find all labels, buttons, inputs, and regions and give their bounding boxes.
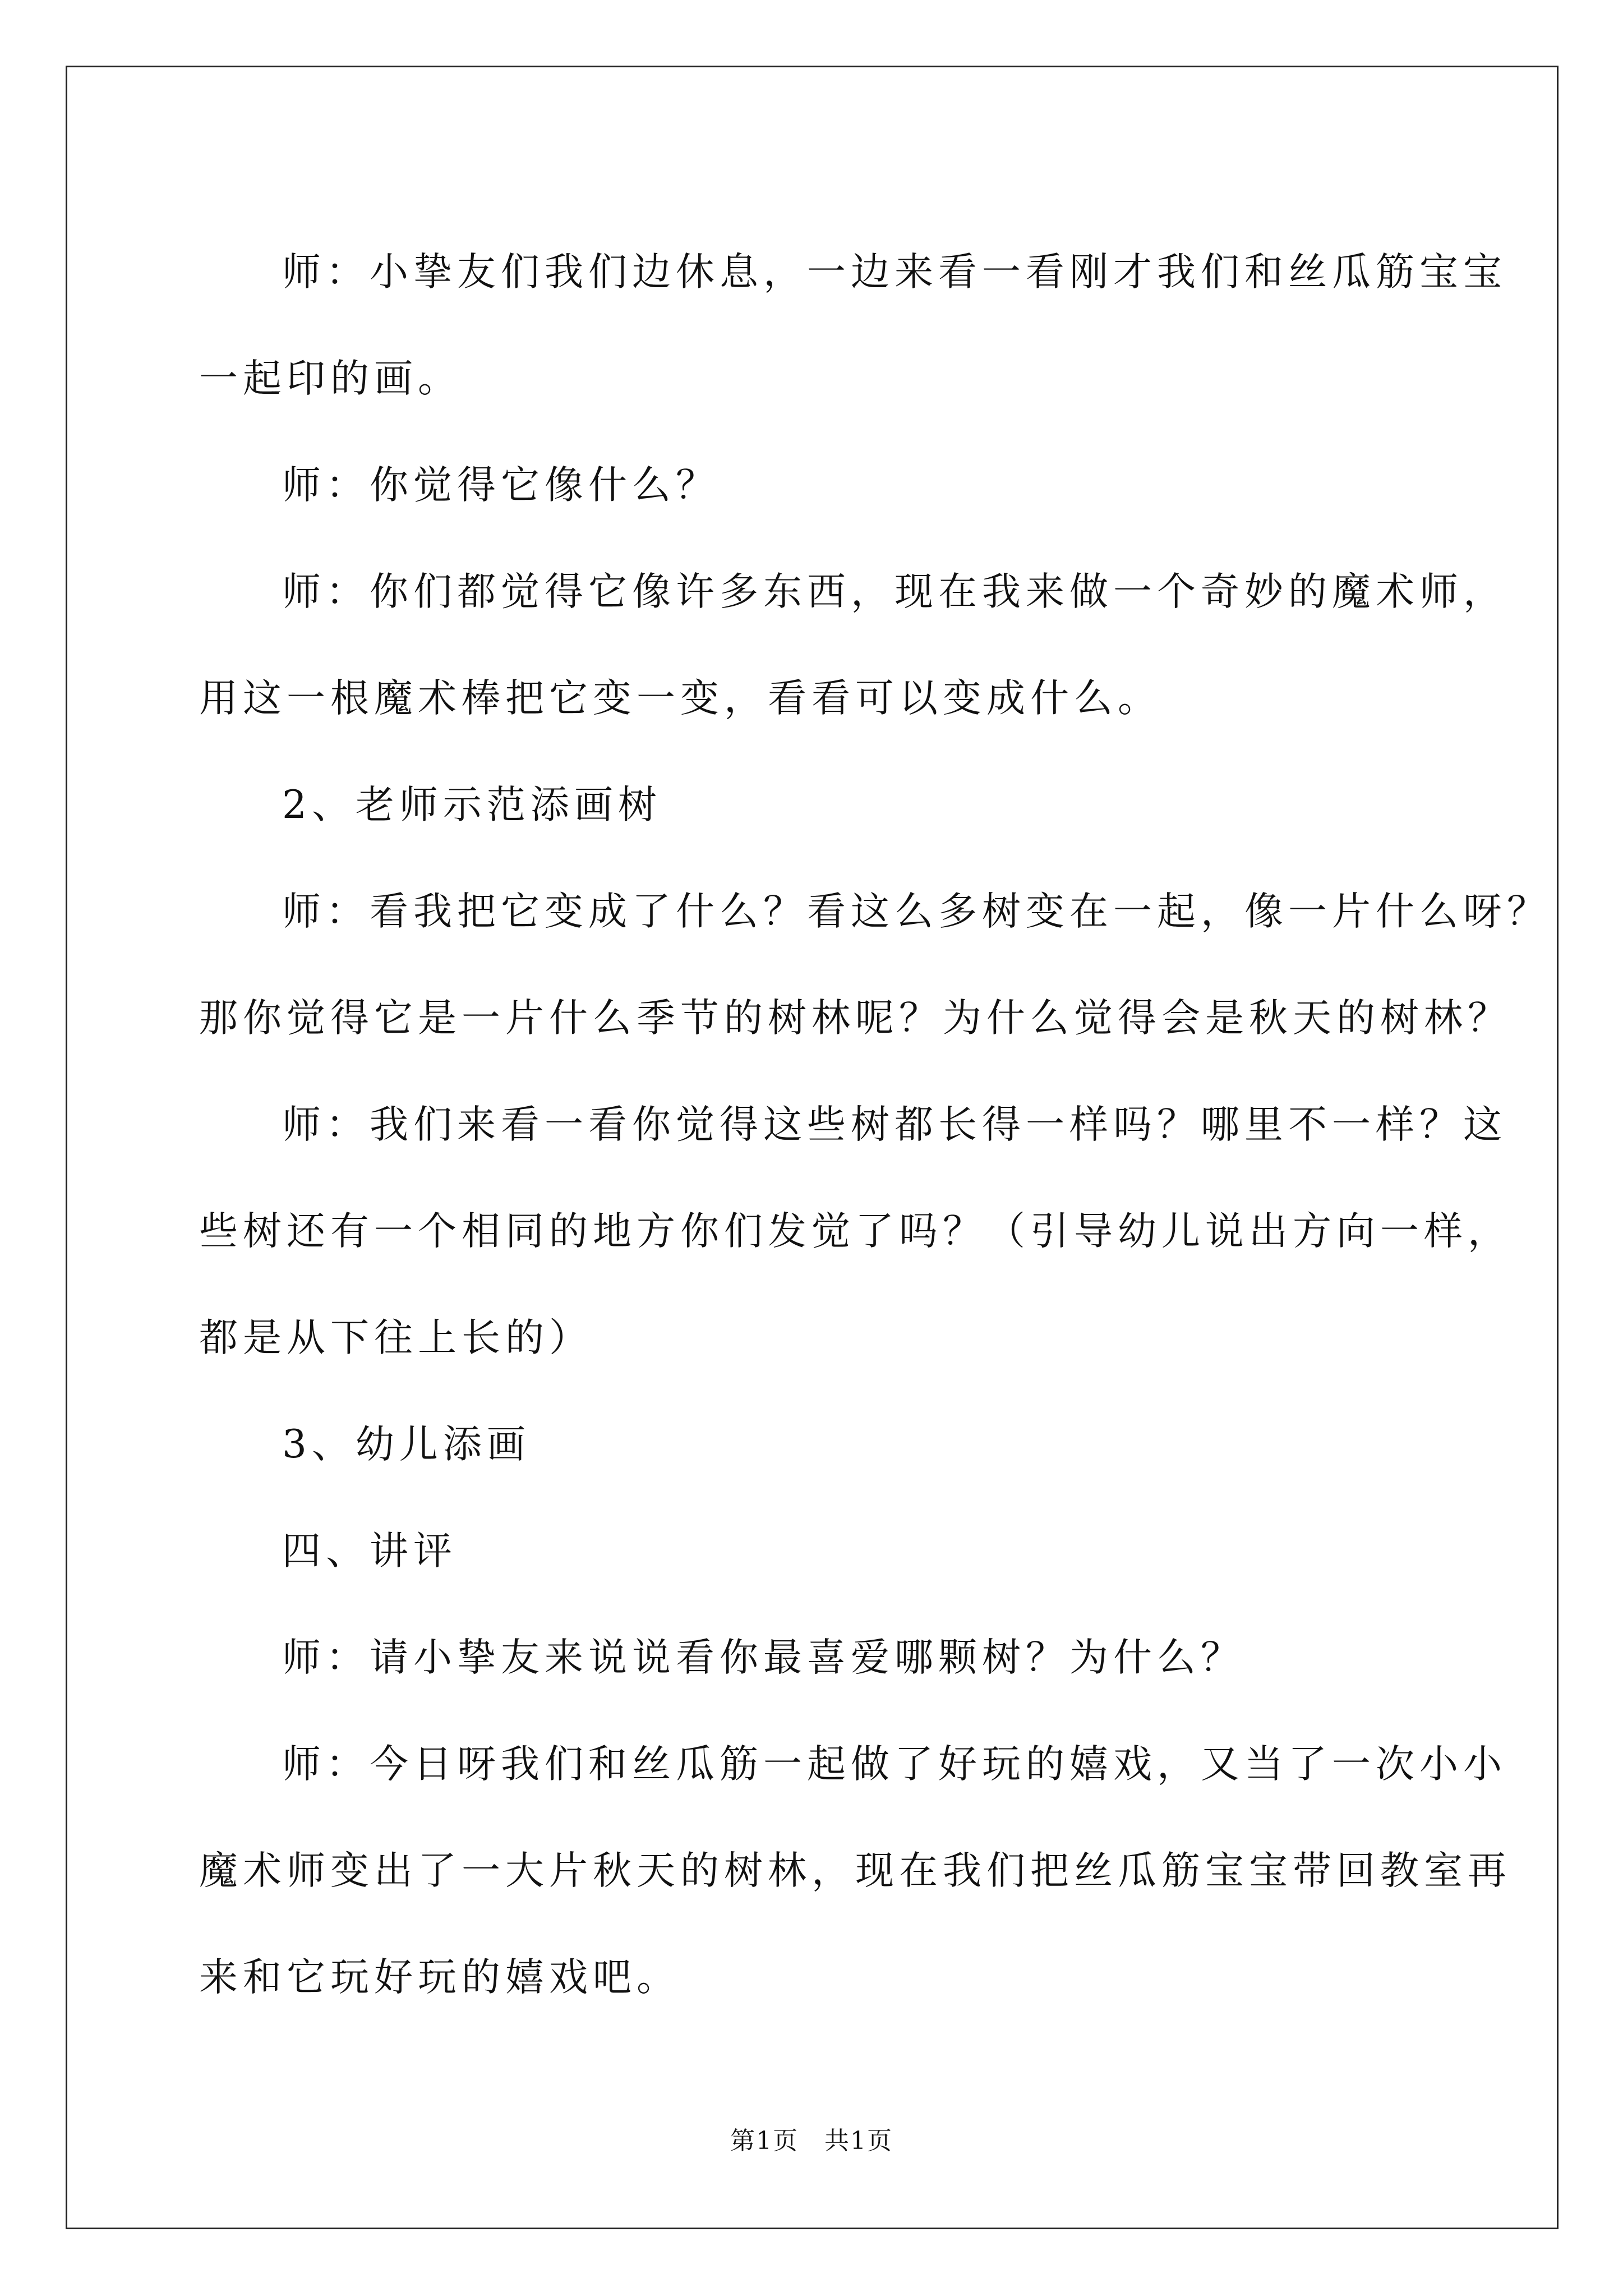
text-line: 用这一根魔术棒把它变一变，看看可以变成什么。 [199, 676, 1161, 721]
text-line: 师：我们来看一看你觉得这些树都长得一样吗？哪里不一样？这 [282, 1102, 1507, 1147]
text-line: 师：请小挚友来说说看你最喜爱哪颗树？为什么？ [282, 1635, 1244, 1680]
section-heading: 2、老师示范添画树 [282, 783, 662, 827]
section-heading: 3、幼儿添画 [282, 1422, 531, 1467]
page-footer [0, 2120, 1623, 2156]
text-line: 一起印的画。 [199, 356, 462, 401]
page-number: 第1页 [730, 2127, 799, 2155]
text-line: 魔术师变出了一大片秋天的树林，现在我们把丝瓜筋宝宝带回教室再 [199, 1848, 1511, 1893]
text-line: 师：你们都觉得它像许多东西，现在我来做一个奇妙的魔术师， [282, 569, 1507, 614]
text-line: 师：小挚友们我们边休息，一边来看一看刚才我们和丝瓜筋宝宝 [282, 250, 1507, 295]
section-heading: 四、讲评 [282, 1529, 457, 1573]
text-line: 师：今日呀我们和丝瓜筋一起做了好玩的嬉戏，又当了一次小小 [282, 1742, 1507, 1787]
text-line: 都是从下往上长的） [199, 1315, 593, 1360]
page-total: 共1页 [824, 2127, 893, 2155]
text-line: 师：看我把它变成了什么？看这么多树变在一起，像一片什么呀？ [282, 889, 1551, 934]
text-line: 师：你觉得它像什么？ [282, 463, 720, 508]
text-line: 来和它玩好玩的嬉戏吧。 [199, 1955, 680, 2000]
document-body [199, 219, 1551, 2031]
text-line: 些树还有一个相同的地方你们发觉了吗？（引导幼儿说出方向一样， [199, 1209, 1511, 1254]
text-line: 那你觉得它是一片什么季节的树林呢？为什么觉得会是秋天的树林？ [199, 996, 1511, 1041]
